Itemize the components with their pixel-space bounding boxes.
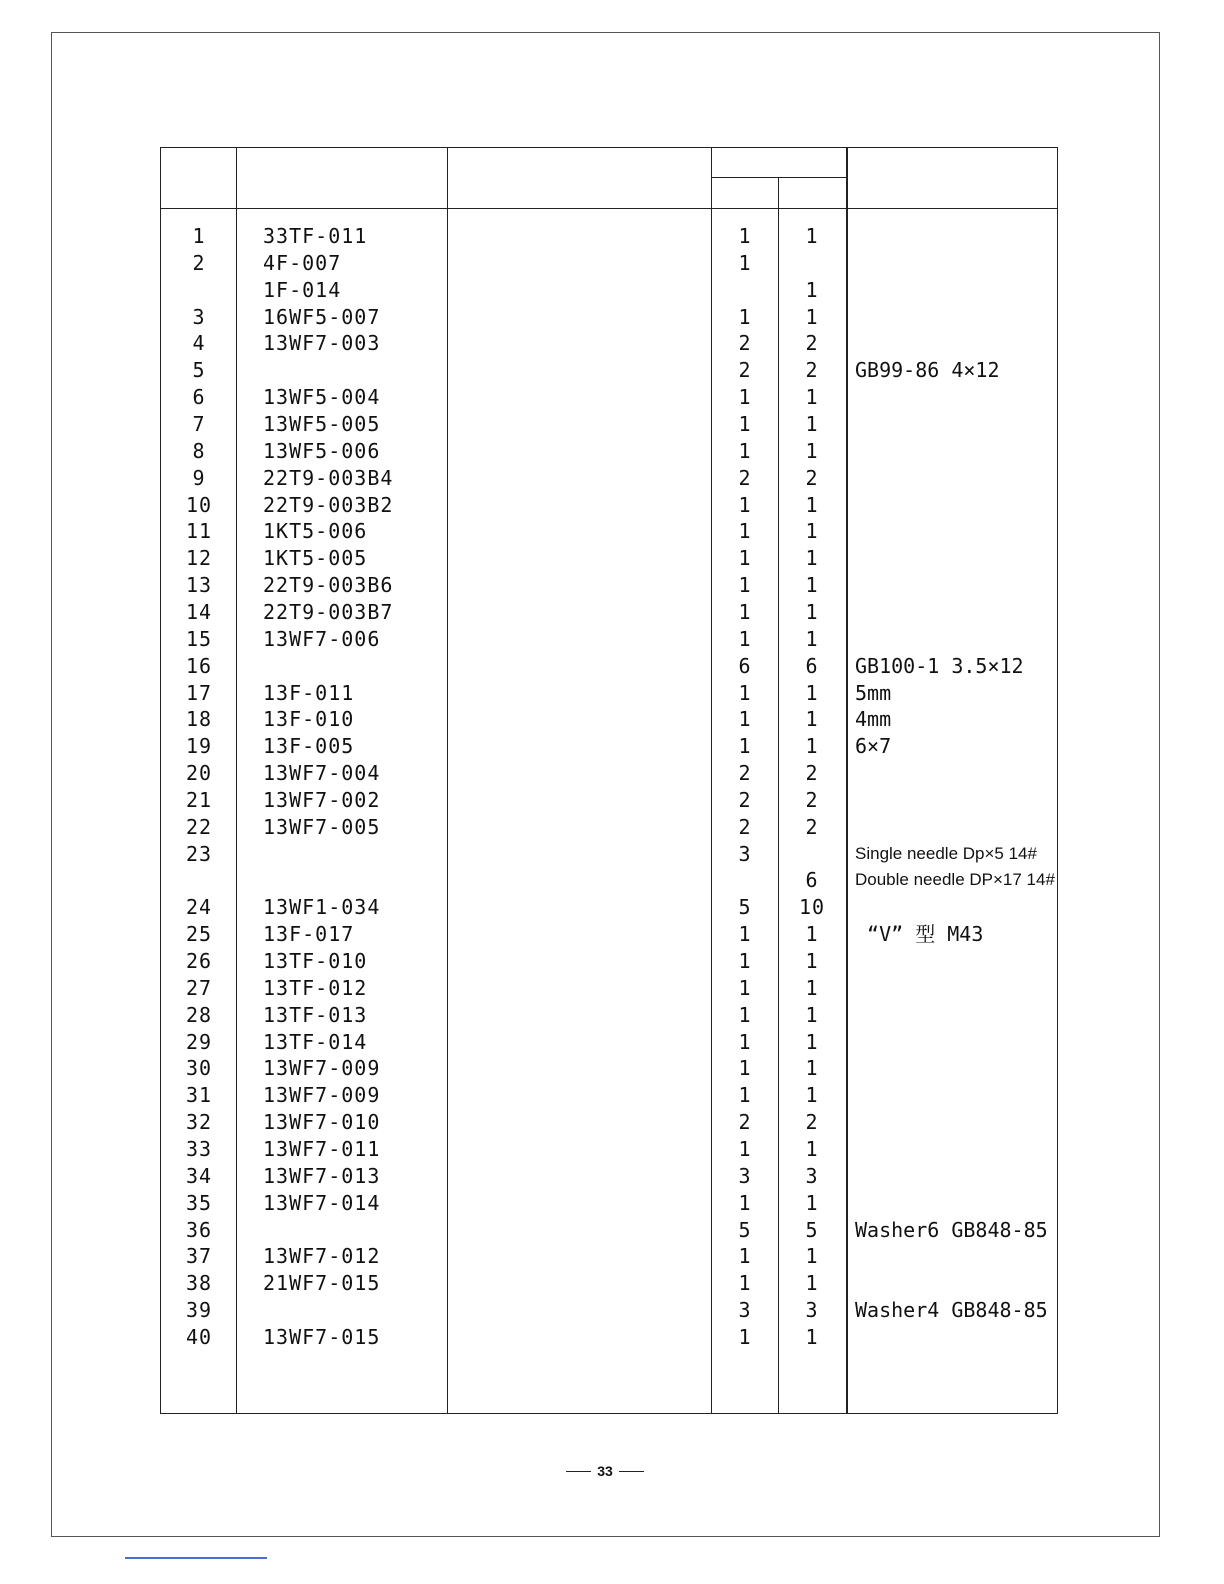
- table-cell-part-number: 13TF-012: [263, 975, 368, 1000]
- table-cell-row-number: 34: [185, 1163, 213, 1188]
- table-cell-quantity-double: 1: [805, 949, 819, 973]
- table-cell-remark: 5mm: [855, 680, 892, 705]
- table-cell-part-number: 13F-011: [263, 680, 355, 705]
- table-cell-part-number: 22T9-003B6: [263, 573, 394, 598]
- table-cell-quantity-single: 1: [738, 492, 752, 517]
- table-cell-row-number: 21: [185, 787, 213, 812]
- table-cell-quantity-single: 1: [738, 1324, 752, 1349]
- table-cell-row-number: 8: [192, 438, 206, 463]
- table-cell-part-number: 4F-007: [263, 250, 342, 275]
- table-cell-quantity-double: 6: [805, 868, 819, 893]
- table-cell-quantity-double: 10: [798, 895, 826, 920]
- table-cell-row-number: 10: [185, 492, 213, 517]
- table-cell-quantity-single: 1: [738, 1244, 752, 1269]
- table-cell-part-number: 13TF-010: [263, 949, 368, 973]
- table-cell-quantity-double: 1: [805, 599, 819, 624]
- table-cell-part-number: 13WF5-005: [263, 412, 381, 436]
- table-cell-part-number: 13TF-014: [263, 1029, 368, 1054]
- table-cell-quantity-double: 1: [805, 975, 819, 1000]
- table-cell-quantity-single: 1: [738, 1136, 752, 1161]
- table-cell-quantity-single: 1: [738, 1190, 752, 1215]
- table-cell-part-number: 13WF7-011: [263, 1136, 381, 1161]
- table-cell-remark: GB100-1 3.5×12: [855, 653, 1024, 678]
- table-cell-quantity-single: 1: [738, 949, 752, 973]
- table-cell-quantity-single: 2: [738, 814, 752, 839]
- table-cell-quantity-double: 2: [805, 814, 819, 839]
- table-cell-quantity-double: 1: [805, 304, 819, 329]
- table-cell-quantity-single: 1: [738, 626, 752, 651]
- table-cell-row-number: 22: [185, 814, 213, 839]
- table-cell-quantity-single: 5: [738, 895, 752, 920]
- table-cell-quantity-single: 1: [738, 599, 752, 624]
- table-cell-part-number: 13WF7-010: [263, 1110, 381, 1135]
- table-cell-quantity-double: 1: [805, 438, 819, 463]
- table-cell-quantity-double: 1: [805, 519, 819, 544]
- table-cell-quantity-double: 1: [805, 1083, 819, 1108]
- table-cell-quantity-double: 3: [805, 1163, 819, 1188]
- table-cell-part-number: 21WF7-015: [263, 1271, 381, 1296]
- quantity-subheader-rule: [712, 177, 846, 178]
- table-cell-row-number: 24: [185, 895, 213, 920]
- table-cell-part-number: 22T9-003B4: [263, 465, 394, 490]
- table-cell-quantity-double: 2: [805, 358, 819, 383]
- table-cell-part-number: 1KT5-006: [263, 519, 368, 544]
- table-cell-part-number: 13WF7-006: [263, 626, 381, 651]
- header-bottom-rule: [161, 208, 1057, 209]
- table-cell-part-number: 13WF1-034: [263, 895, 381, 920]
- table-cell-quantity-single: 1: [738, 1056, 752, 1081]
- table-cell-part-number: 13WF7-005: [263, 814, 381, 839]
- table-cell-part-number: 13WF7-012: [263, 1244, 381, 1269]
- table-cell-row-number: 12: [185, 546, 213, 571]
- table-cell-part-number: 13WF7-014: [263, 1190, 381, 1215]
- table-cell-row-number: 32: [185, 1110, 213, 1135]
- table-cell-row-number: 29: [185, 1029, 213, 1054]
- table-cell-quantity-double: 1: [805, 707, 819, 732]
- table-cell-remark: Washer4 GB848-85: [855, 1298, 1048, 1322]
- table-cell-quantity-double: 1: [805, 1136, 819, 1161]
- table-cell-row-number: 14: [185, 599, 213, 624]
- table-cell-row-number: 6: [192, 385, 206, 410]
- table-cell-row-number: 4: [192, 331, 206, 356]
- table-cell-part-number: 1F-014: [263, 277, 342, 302]
- table-cell-quantity-double: 1: [805, 1244, 819, 1269]
- table-cell-remark: GB99-86 4×12: [855, 358, 1000, 383]
- table-cell-remark: Double needle DP×17 14#: [855, 870, 1055, 890]
- table-cell-row-number: 35: [185, 1190, 213, 1215]
- table-cell-row-number: 11: [185, 519, 213, 544]
- table-cell-row-number: 36: [185, 1217, 213, 1242]
- table-cell-quantity-double: 2: [805, 465, 819, 490]
- table-cell-quantity-double: 1: [805, 573, 819, 598]
- table-cell-part-number: 13WF7-003: [263, 331, 381, 356]
- page-number-value: 33: [597, 1463, 613, 1479]
- table-cell-row-number: 16: [185, 653, 213, 678]
- table-cell-remark: “V” 型 M43: [855, 922, 984, 947]
- table-cell-row-number: 40: [185, 1324, 213, 1349]
- table-cell-quantity-double: 1: [805, 734, 819, 759]
- table-cell-row-number: 37: [185, 1244, 213, 1269]
- table-cell-part-number: 13F-005: [263, 734, 355, 759]
- table-cell-quantity-single: 1: [738, 438, 752, 463]
- table-cell-row-number: 39: [185, 1298, 213, 1322]
- table-cell-part-number: 16WF5-007: [263, 304, 381, 329]
- table-cell-quantity-double: 1: [805, 1324, 819, 1349]
- table-cell-quantity-single: 1: [738, 573, 752, 598]
- table-cell-row-number: 19: [185, 734, 213, 759]
- table-cell-part-number: 33TF-011: [263, 224, 368, 248]
- table-cell-quantity-double: 1: [805, 1190, 819, 1215]
- table-cell-quantity-single: 2: [738, 1110, 752, 1135]
- table-cell-part-number: 13WF7-009: [263, 1056, 381, 1081]
- table-cell-row-number: 25: [185, 922, 213, 947]
- table-cell-remark: Single needle Dp×5 14#: [855, 843, 1037, 863]
- table-cell-row-number: 23: [185, 841, 213, 866]
- table-cell-row-number: 9: [192, 465, 206, 490]
- table-cell-quantity-double: 1: [805, 492, 819, 517]
- table-cell-quantity-single: 2: [738, 358, 752, 383]
- table-cell-quantity-single: 1: [738, 975, 752, 1000]
- table-cell-part-number: 13F-010: [263, 707, 355, 732]
- table-cell-row-number: 2: [192, 250, 206, 275]
- table-cell-quantity-double: 2: [805, 761, 819, 785]
- table-cell-row-number: 31: [185, 1083, 213, 1108]
- table-cell-quantity-double: 1: [805, 680, 819, 705]
- table-cell-part-number: 13F-017: [263, 922, 355, 947]
- table-cell-part-number: 22T9-003B2: [263, 492, 394, 517]
- table-cell-quantity-double: 1: [805, 224, 819, 248]
- table-cell-quantity-double: 1: [805, 1002, 819, 1027]
- table-cell-part-number: 13WF5-004: [263, 385, 381, 410]
- table-cell-row-number: 7: [192, 412, 206, 436]
- table-cell-row-number: 17: [185, 680, 213, 705]
- table-cell-part-number: 13TF-013: [263, 1002, 368, 1027]
- table-cell-quantity-double: 1: [805, 1271, 819, 1296]
- table-cell-quantity-single: 1: [738, 304, 752, 329]
- table-cell-quantity-single: 2: [738, 761, 752, 785]
- table-cell-row-number: 38: [185, 1271, 213, 1296]
- table-cell-quantity-single: 1: [738, 1271, 752, 1296]
- table-cell-part-number: 13WF7-015: [263, 1324, 381, 1349]
- table-cell-part-number: 13WF7-009: [263, 1083, 381, 1108]
- table-cell-row-number: 15: [185, 626, 213, 651]
- table-cell-quantity-single: 1: [738, 734, 752, 759]
- table-cell-row-number: 18: [185, 707, 213, 732]
- table-cell-quantity-single: 1: [738, 1029, 752, 1054]
- table-cell-row-number: 26: [185, 949, 213, 973]
- col-divider-2: [447, 148, 448, 1413]
- table-cell-quantity-double: 2: [805, 331, 819, 356]
- col-divider-5: [846, 148, 848, 1413]
- table-cell-quantity-single: 5: [738, 1217, 752, 1242]
- table-cell-row-number: 1: [192, 224, 206, 248]
- table-cell-remark: Washer6 GB848-85: [855, 1217, 1048, 1242]
- table-cell-quantity-double: 1: [805, 626, 819, 651]
- page-number: [560, 1461, 650, 1481]
- table-cell-quantity-single: 1: [738, 546, 752, 571]
- table-cell-row-number: 30: [185, 1056, 213, 1081]
- table-cell-quantity-single: 1: [738, 922, 752, 947]
- table-cell-quantity-single: 3: [738, 1163, 752, 1188]
- table-cell-quantity-single: 1: [738, 1083, 752, 1108]
- table-cell-remark: 4mm: [855, 707, 892, 732]
- table-cell-quantity-double: 1: [805, 546, 819, 571]
- footer-link-underline: [125, 1557, 267, 1559]
- table-cell-remark: 6×7: [855, 734, 892, 759]
- table-cell-quantity-single: 1: [738, 385, 752, 410]
- parts-table: [160, 147, 1058, 1414]
- table-cell-quantity-single: 2: [738, 331, 752, 356]
- table-cell-row-number: 20: [185, 761, 213, 785]
- table-cell-quantity-single: 1: [738, 680, 752, 705]
- table-cell-quantity-single: 2: [738, 787, 752, 812]
- table-cell-row-number: 3: [192, 304, 206, 329]
- table-cell-quantity-double: 6: [805, 653, 819, 678]
- table-cell-quantity-single: 1: [738, 1002, 752, 1027]
- table-cell-quantity-double: 1: [805, 1029, 819, 1054]
- table-cell-row-number: 27: [185, 975, 213, 1000]
- page-number-dash-left: [566, 1471, 591, 1472]
- table-cell-part-number: 13WF7-013: [263, 1163, 381, 1188]
- table-cell-part-number: 13WF5-006: [263, 438, 381, 463]
- table-cell-quantity-single: 1: [738, 707, 752, 732]
- table-cell-quantity-double: 1: [805, 1056, 819, 1081]
- table-cell-quantity-single: 1: [738, 519, 752, 544]
- table-cell-quantity-single: 6: [738, 653, 752, 678]
- table-cell-part-number: 13WF7-004: [263, 761, 381, 785]
- page-number-dash-right: [619, 1471, 644, 1472]
- table-cell-quantity-single: 1: [738, 412, 752, 436]
- table-cell-row-number: 33: [185, 1136, 213, 1161]
- table-cell-quantity-double: 5: [805, 1217, 819, 1242]
- table-cell-quantity-double: 1: [805, 922, 819, 947]
- table-cell-quantity-double: 2: [805, 787, 819, 812]
- table-cell-part-number: 1KT5-005: [263, 546, 368, 571]
- table-cell-quantity-single: 1: [738, 250, 752, 275]
- table-cell-quantity-single: 3: [738, 1298, 752, 1322]
- table-cell-quantity-double: 1: [805, 277, 819, 302]
- table-cell-row-number: 28: [185, 1002, 213, 1027]
- table-cell-quantity-single: 3: [738, 841, 752, 866]
- table-cell-quantity-double: 1: [805, 385, 819, 410]
- table-cell-quantity-double: 3: [805, 1298, 819, 1322]
- table-cell-row-number: 13: [185, 573, 213, 598]
- table-cell-part-number: 22T9-003B7: [263, 599, 394, 624]
- table-cell-quantity-single: 2: [738, 465, 752, 490]
- table-cell-row-number: 5: [192, 358, 206, 383]
- table-cell-quantity-single: 1: [738, 224, 752, 248]
- table-cell-quantity-double: 2: [805, 1110, 819, 1135]
- table-cell-part-number: 13WF7-002: [263, 787, 381, 812]
- table-cell-quantity-double: 1: [805, 412, 819, 436]
